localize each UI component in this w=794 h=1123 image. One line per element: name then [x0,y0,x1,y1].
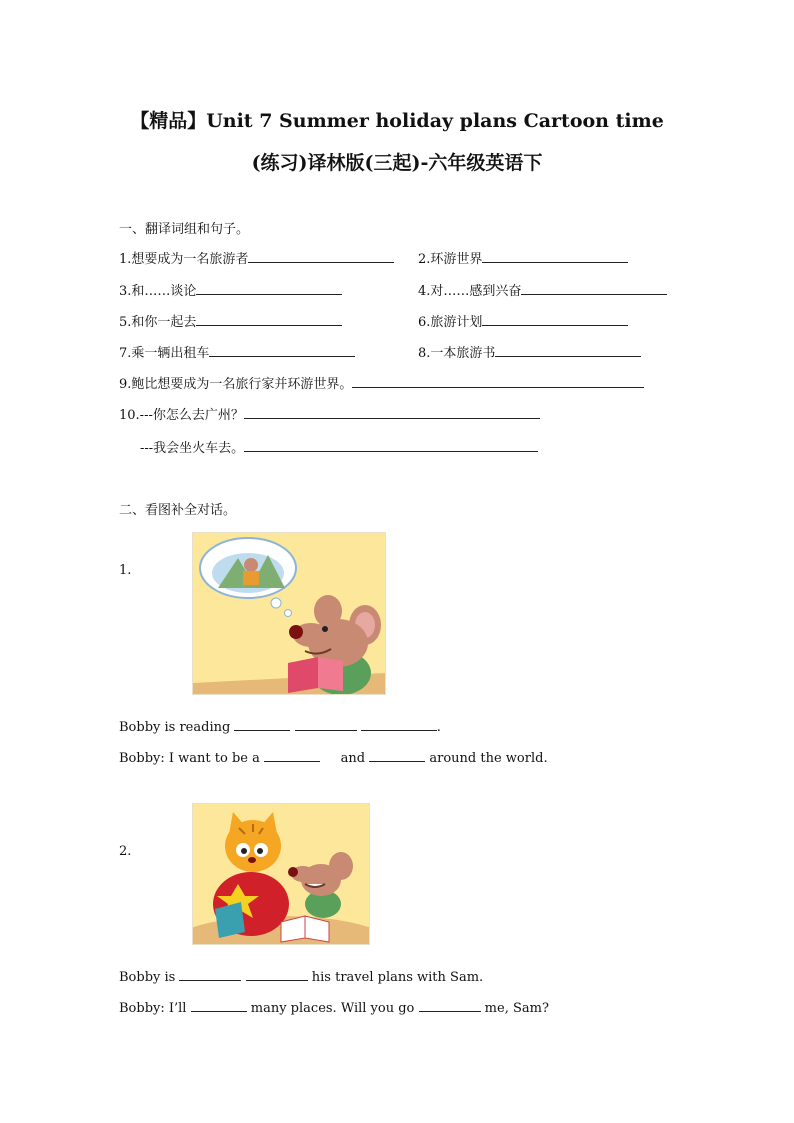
question-2-line2: Bobby: I’ll many places. Will you go me, Sam? [119,997,549,1019]
answer-blank[interactable] [209,342,355,357]
question-2-number: 2. [119,844,132,859]
answer-blank[interactable] [521,280,667,295]
answer-blank[interactable] [482,311,628,326]
item-3: 3.和……谈论 [119,280,342,302]
answer-blank[interactable] [244,437,538,452]
answer-blank[interactable] [419,997,481,1012]
bobby-and-sam-image [193,804,369,944]
answer-blank[interactable] [248,248,394,263]
answer-blank[interactable] [179,966,241,981]
item-8: 8.一本旅游书 [418,342,641,364]
question-1-number: 1. [119,563,132,578]
question-2-line1: Bobby is his travel plans with Sam. [119,966,483,988]
page-title-line2: (练习)译林版(三起)-六年级英语下 [251,152,543,174]
answer-blank[interactable] [361,716,437,731]
answer-blank[interactable] [234,716,290,731]
item-9: 9.鲍比想要成为一名旅行家并环游世界。 [119,373,644,395]
item-1: 1.想要成为一名旅游者 [119,248,394,270]
answer-blank[interactable] [369,747,425,762]
answer-blank[interactable] [191,997,247,1012]
item-4: 4.对……感到兴奋 [418,280,667,302]
bobby-reading-illustration [192,532,386,695]
item-7: 7.乘一辆出租车 [119,342,355,364]
answer-blank[interactable] [196,311,342,326]
answer-blank[interactable] [295,716,357,731]
item-6: 6.旅游计划 [418,311,628,333]
answer-blank[interactable] [495,342,641,357]
item-10-answer: ---我会坐火车去。 [140,437,538,459]
answer-blank[interactable] [264,747,320,762]
answer-blank[interactable] [482,248,628,263]
answer-blank[interactable] [196,280,342,295]
answer-blank[interactable] [246,966,308,981]
question-1-line1: Bobby is reading . [119,716,441,738]
question-1-line2: Bobby: I want to be a and around the world. [119,747,548,769]
answer-blank[interactable] [244,404,540,419]
section2-heading: 二、看图补全对话。 [119,503,237,518]
page-title-line1: 【精品】Unit 7 Summer holiday plans Cartoon time [130,110,664,132]
item-5: 5.和你一起去 [119,311,342,333]
bobby-and-sam-illustration [192,803,370,945]
answer-blank[interactable] [352,373,644,388]
item-2: 2.环游世界 [418,248,628,270]
item-10-question: 10.---你怎么去广州？ [119,404,540,426]
section1-heading: 一、翻译词组和句子。 [119,222,250,237]
bobby-reading-image [193,533,385,694]
